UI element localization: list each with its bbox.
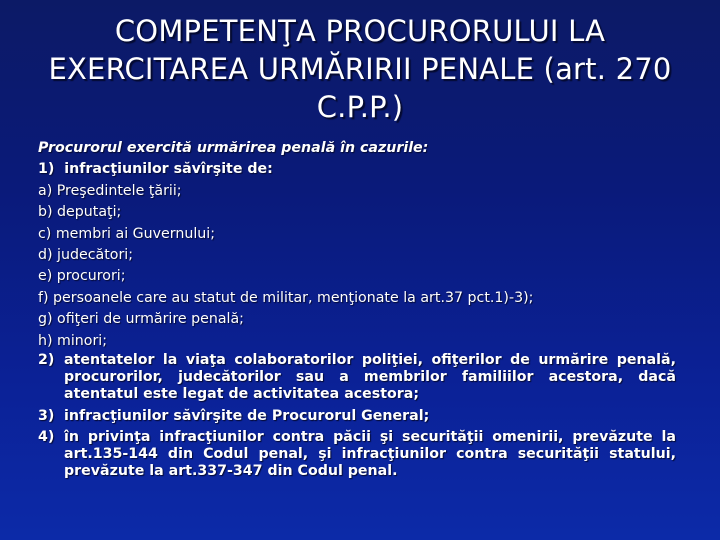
item-1-text: infracţiunilor săvîrşite de: <box>64 161 273 178</box>
item-3 <box>38 408 676 425</box>
slide-title: COMPETENŢA PROCURORULUI LA EXERCITAREA URMĂRIRII PENALE (art. 270 C.P.P.) <box>48 14 672 124</box>
item-4-text: în privinţa infracţiunilor contra păcii şi securităţii omenirii, prevăzute la art.135-144 din Codul penal, şi infracţiunilor contra securităţii statului, prevăzute la art.337-347 din Codul penal. <box>64 428 676 480</box>
subitem-c: c) membri ai Guvernului; <box>38 225 215 242</box>
item-1 <box>38 159 676 180</box>
item-2-number: 2) <box>38 352 55 369</box>
intro-text: Procurorul exercită urmărirea penală în cazurile: <box>38 140 429 156</box>
item-3-number: 3) <box>38 407 55 424</box>
item-2-text: atentatelor la viaţa colaboratorilor poliţiei, ofiţerilor de urmărire penală, procurorilor, judecătorilor sau a membrilor familiilor acestora, dacă atentatul este legat de activitatea acestora; <box>64 352 676 403</box>
subitem-d: d) judecători; <box>38 247 134 264</box>
subitem-a: a) Preşedintele ţării; <box>38 182 182 199</box>
subitem-b: b) deputaţi; <box>38 204 122 221</box>
subitem-g: g) ofiţeri de urmărire penală; <box>38 311 244 328</box>
item-2 <box>38 352 676 404</box>
subitem-h: h) minori; <box>38 332 108 349</box>
item-4-number: 4) <box>38 428 55 445</box>
item-1-number: 1) <box>38 161 55 178</box>
item-4 <box>38 429 676 481</box>
item-3-text: infracţiunilor săvîrşite de Procurorul General; <box>64 407 430 424</box>
subitem-f: f) persoanele care au statut de militar, menţionate la art.37 pct.1)-3); <box>38 289 534 306</box>
slide-body <box>38 138 676 484</box>
subitem-e: e) procurori; <box>38 268 126 285</box>
